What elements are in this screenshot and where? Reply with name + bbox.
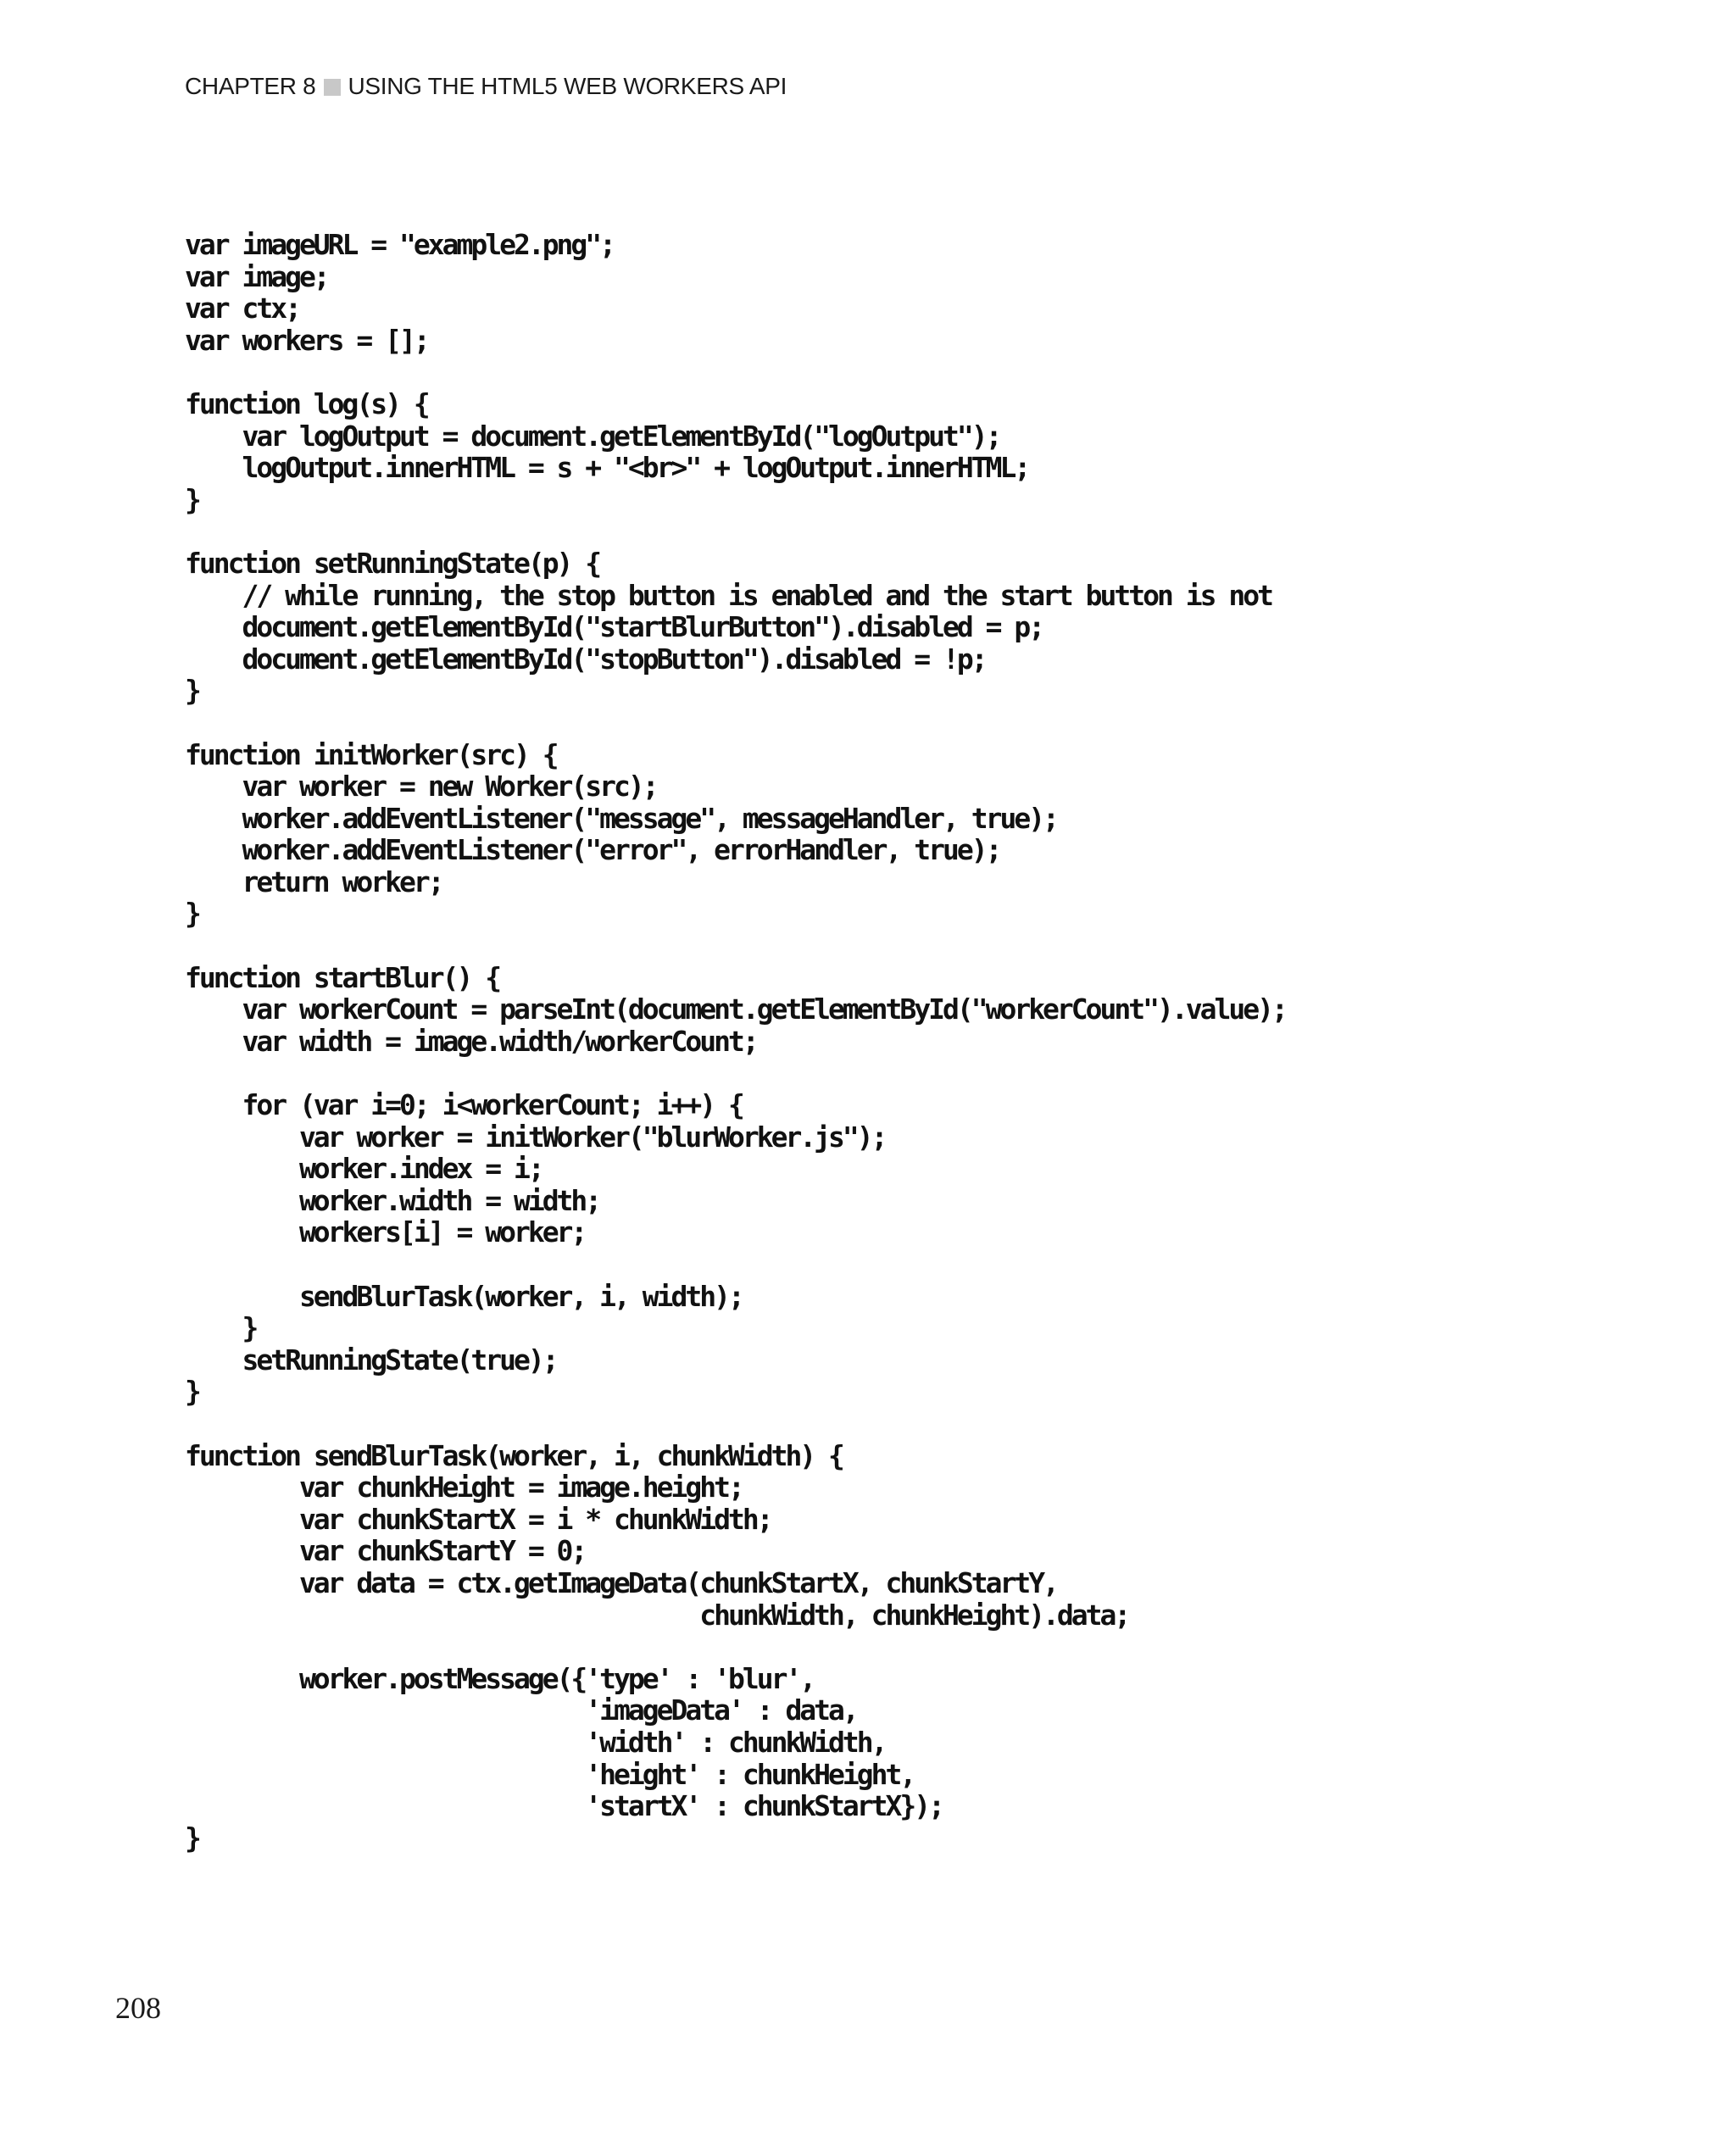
code-line: } [185, 482, 199, 516]
code-line: var width = image.width/workerCount; [185, 1024, 757, 1058]
code-line [185, 1248, 1286, 1281]
code-line [185, 1057, 1286, 1089]
code-line: var chunkHeight = image.height; [185, 1471, 743, 1504]
code-line: // while running, the stop button is enabled and the start button is not [185, 578, 1271, 612]
code-line [185, 356, 1286, 388]
code-line: } [185, 1821, 199, 1855]
code-line: var logOutput = document.getElementById("logOutput"); [185, 419, 1000, 453]
code-line: } [185, 674, 199, 708]
code-line: worker.addEventListener("error", errorHandler, true); [185, 833, 1000, 867]
code-line [185, 930, 1286, 962]
code-line: chunkWidth, chunkHeight).data; [185, 1598, 1129, 1632]
code-listing [185, 229, 1286, 1854]
code-line: 'height' : chunkHeight, [185, 1757, 915, 1791]
code-line: document.getElementById("stopButton").disabled = !p; [185, 642, 986, 676]
code-line: function startBlur() { [185, 960, 500, 994]
code-line: var image; [185, 259, 328, 293]
code-line: 'imageData' : data, [185, 1693, 857, 1727]
code-line: return worker; [185, 865, 442, 898]
code-line: sendBlurTask(worker, i, width); [185, 1279, 743, 1313]
code-line: var worker = new Worker(src); [185, 770, 657, 804]
code-line: var imageURL = "example2.png"; [185, 228, 615, 261]
code-line: worker.postMessage({'type' : 'blur', [185, 1661, 815, 1695]
code-line: document.getElementById("startBlurButton").disabled = p; [185, 610, 1043, 644]
code-line [185, 707, 1286, 739]
chapter-label: CHAPTER 8 [185, 73, 316, 99]
code-line: var workerCount = parseInt(document.getElementById("workerCount").value); [185, 993, 1286, 1026]
code-line: setRunningState(true); [185, 1343, 557, 1376]
code-line: function initWorker(src) { [185, 737, 557, 771]
code-line: } [185, 1311, 257, 1345]
code-line [185, 1408, 1286, 1440]
code-line: worker.index = i; [185, 1152, 542, 1186]
code-line: logOutput.innerHTML = s + "<br>" + logOutput.innerHTML; [185, 451, 1029, 485]
code-line: worker.addEventListener("message", messageHandler, true); [185, 801, 1057, 835]
code-line: var workers = []; [185, 323, 428, 357]
code-line: 'startX' : chunkStartX}); [185, 1789, 943, 1823]
code-line: function setRunningState(p) { [185, 546, 600, 580]
code-line [185, 1631, 1286, 1663]
square-separator-icon [324, 79, 341, 96]
code-line: 'width' : chunkWidth, [185, 1725, 886, 1759]
code-line: for (var i=0; i<workerCount; i++) { [185, 1088, 743, 1122]
running-header [185, 73, 787, 100]
code-line [185, 515, 1286, 548]
code-line: function sendBlurTask(worker, i, chunkWidth) { [185, 1438, 843, 1472]
code-line: var chunkStartX = i * chunkWidth; [185, 1502, 771, 1536]
code-line: workers[i] = worker; [185, 1215, 586, 1249]
code-line: worker.width = width; [185, 1183, 600, 1217]
code-line: } [185, 1375, 199, 1409]
page-number: 208 [115, 1991, 161, 2025]
code-line: var worker = initWorker("blurWorker.js"); [185, 1120, 886, 1154]
code-line: } [185, 897, 199, 931]
code-line: var data = ctx.getImageData(chunkStartX, chunkStartY, [185, 1565, 1057, 1599]
code-line: var ctx; [185, 292, 299, 325]
code-line: function log(s) { [185, 386, 428, 420]
code-line: var chunkStartY = 0; [185, 1534, 586, 1568]
chapter-title: USING THE HTML5 WEB WORKERS API [348, 73, 787, 99]
